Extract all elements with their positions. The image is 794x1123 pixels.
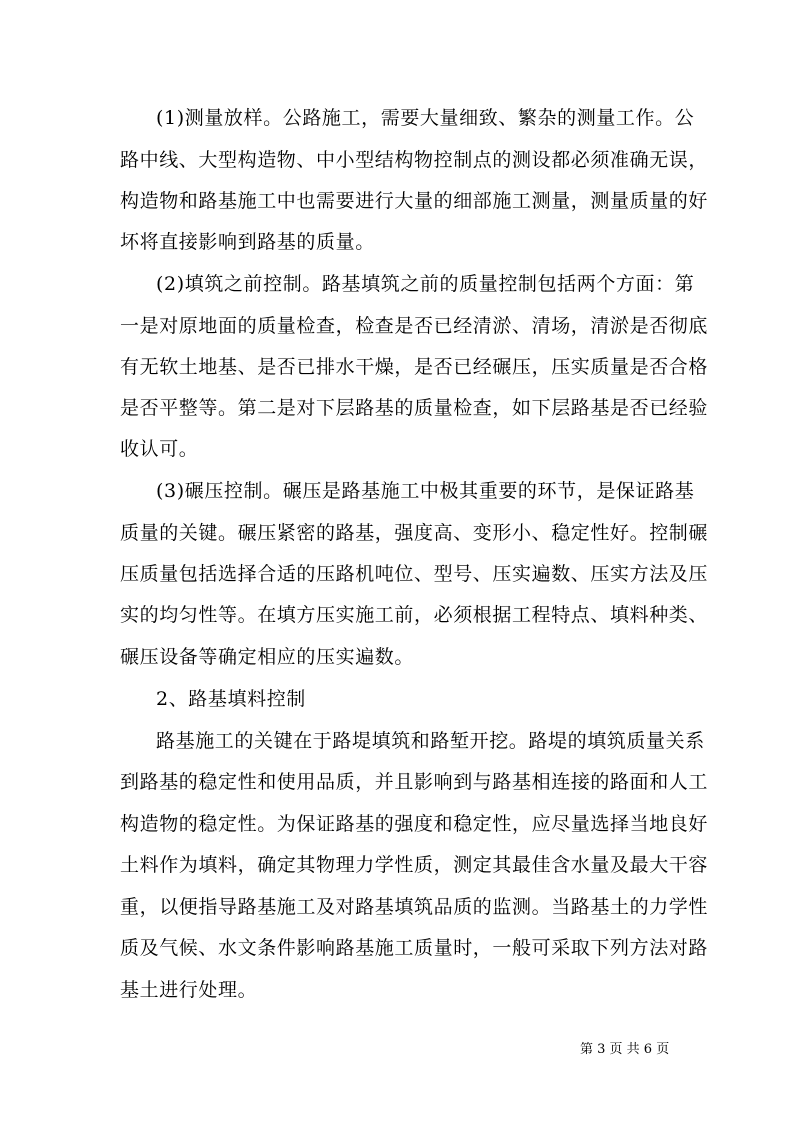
paragraph-1-line-1: (1)测量放样。公路施工，需要大量细致、繁杂的测量工作。公 xyxy=(156,107,695,129)
paragraph-1-line-2: 路中线、大型构造物、中小型结构物控制点的测设都必须准确无误， xyxy=(120,149,709,171)
paragraph-1-line-3: 构造物和路基施工中也需要进行大量的细部施工测量，测量质量的好 xyxy=(120,190,709,212)
paragraph-2-line-2: 一是对原地面的质量检查，检查是否已经清淤、清场，清淤是否彻底 xyxy=(120,315,709,337)
paragraph-5-line-2: 到路基的稳定性和使用品质，并且影响到与路基相连接的路面和人工 xyxy=(120,771,709,793)
paragraph-5-line-6: 质及气候、水文条件影响路基施工质量时，一般可采取下列方法对路 xyxy=(120,937,709,959)
paragraph-1-line-4: 坏将直接影响到路基的质量。 xyxy=(120,231,375,253)
paragraph-2-line-1: (2)填筑之前控制。路基填筑之前的质量控制包括两个方面：第 xyxy=(156,273,695,295)
section-heading: 2、路基填料控制 xyxy=(156,688,306,710)
paragraph-2-line-5: 收认可。 xyxy=(120,438,199,460)
paragraph-3-line-2: 质量的关键。碾压紧密的路基，强度高、变形小、稳定性好。控制碾 xyxy=(120,522,709,544)
page-number-footer: 第 3 页 共 6 页 xyxy=(580,1042,670,1057)
paragraph-5-line-4: 土料作为填料，确定其物理力学性质，测定其最佳含水量及最大干容 xyxy=(120,854,709,876)
paragraph-3-line-5: 碾压设备等确定相应的压实遍数。 xyxy=(120,646,415,668)
paragraph-3-line-4: 实的均匀性等。在填方压实施工前，必须根据工程特点、填料种类、 xyxy=(120,604,709,626)
paragraph-5-line-7: 基土进行处理。 xyxy=(120,979,258,1001)
paragraph-2-line-4: 是否平整等。第二是对下层路基的质量检查，如下层路基是否已经验 xyxy=(120,397,709,419)
paragraph-5-line-3: 构造物的稳定性。为保证路基的强度和稳定性，应尽量选择当地良好 xyxy=(120,813,709,835)
paragraph-5-line-1: 路基施工的关键在于路堤填筑和路堑开挖。路堤的填筑质量关系 xyxy=(156,730,705,752)
paragraph-2-line-3: 有无软土地基、是否已排水干燥，是否已经碾压，压实质量是否合格 xyxy=(120,356,709,378)
paragraph-3-line-3: 压质量包括选择合适的压路机吨位、型号、压实遍数、压实方法及压 xyxy=(120,563,709,585)
paragraph-5-line-5: 重，以便指导路基施工及对路基填筑品质的监测。当路基土的力学性 xyxy=(120,896,709,918)
paragraph-3-line-1: (3)碾压控制。碾压是路基施工中极其重要的环节，是保证路基 xyxy=(156,480,695,502)
